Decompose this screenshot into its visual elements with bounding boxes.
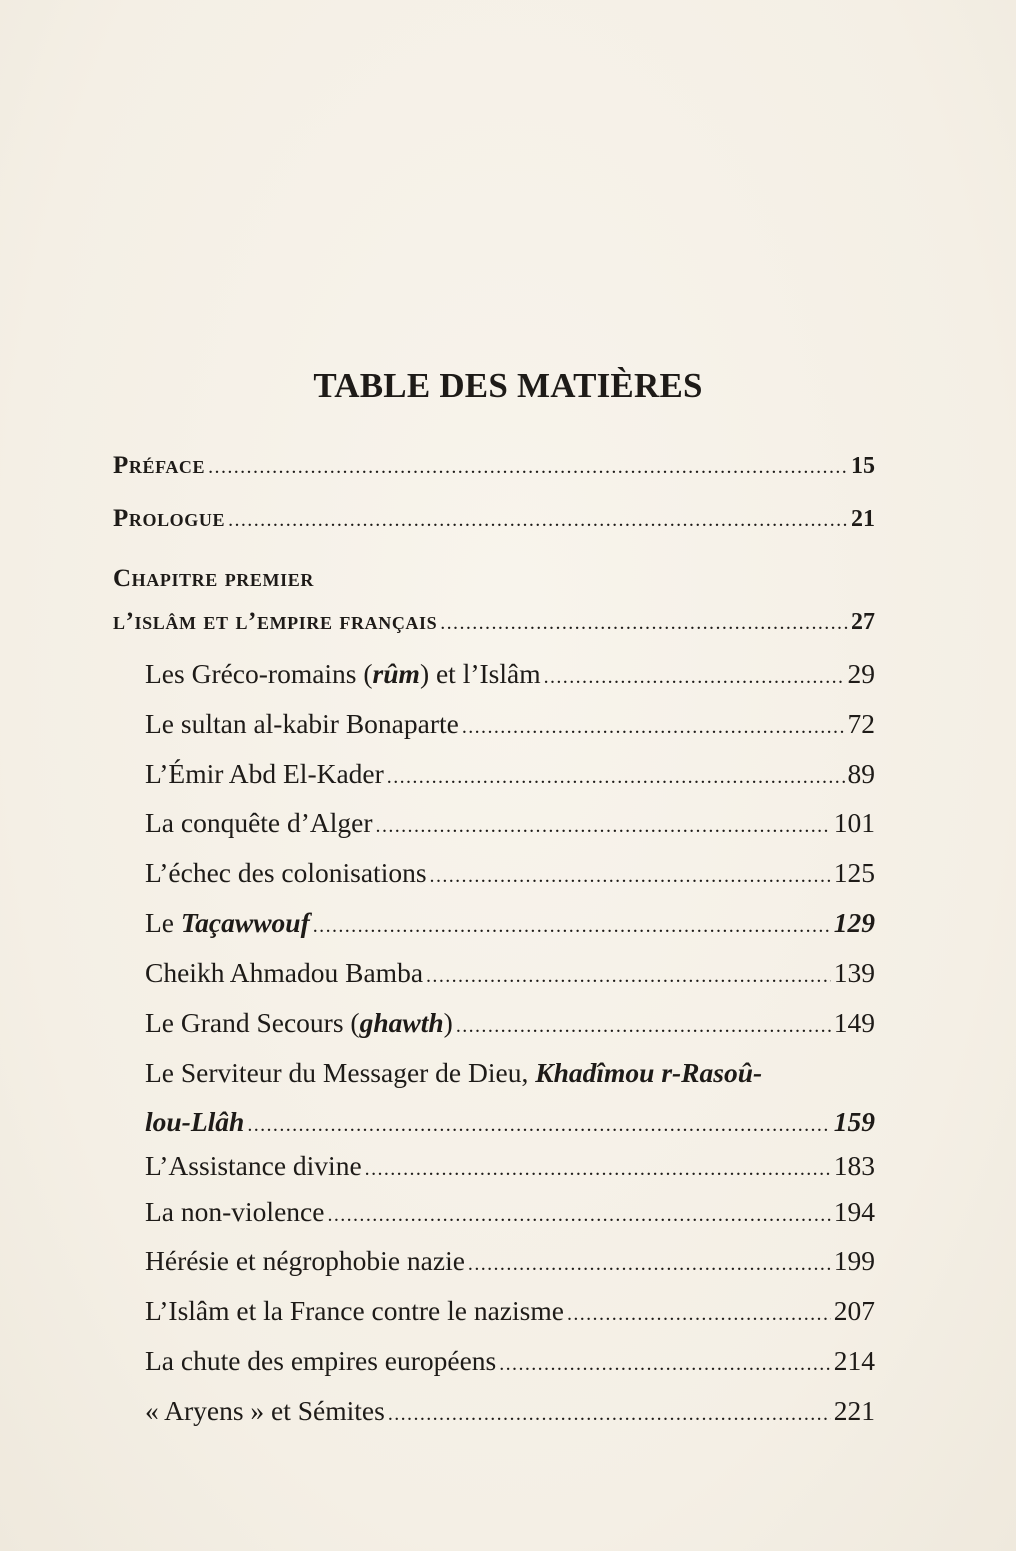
toc-page-number: 27 bbox=[851, 609, 875, 635]
chapter-subtitle: l’islâm et l’empire français bbox=[113, 608, 438, 635]
toc-page-number: 89 bbox=[847, 758, 875, 789]
toc-entry-label: Les Gréco-romains (rûm) et l’Islâm bbox=[145, 658, 541, 689]
toc-entry[interactable] bbox=[145, 855, 875, 894]
toc-entry[interactable] bbox=[145, 905, 875, 944]
toc-entry[interactable] bbox=[145, 1005, 875, 1044]
toc-entry-label: Hérésie et négrophobie nazie bbox=[145, 1245, 465, 1276]
toc-entry[interactable] bbox=[145, 656, 875, 695]
toc-entry-label: « Aryens » et Sémites bbox=[145, 1395, 385, 1426]
leader-dots bbox=[544, 659, 845, 695]
toc-page-number: 125 bbox=[833, 857, 875, 888]
leader-dots bbox=[440, 605, 848, 641]
page-title: TABLE DES MATIÈRES bbox=[313, 366, 703, 405]
leader-dots bbox=[313, 908, 831, 944]
toc-page-number: 21 bbox=[851, 506, 875, 532]
toc-entry[interactable] bbox=[145, 1194, 875, 1233]
toc-entry-label: L’Émir Abd El-Kader bbox=[145, 758, 384, 789]
toc-entry-label: Le Taçawwouf bbox=[145, 907, 310, 938]
toc-page-number: 101 bbox=[833, 807, 875, 838]
toc-page-number: 221 bbox=[833, 1395, 875, 1426]
toc-entry[interactable] bbox=[145, 1343, 875, 1382]
leader-dots bbox=[247, 1107, 830, 1143]
leader-dots bbox=[456, 1008, 831, 1044]
toc-page-number: 214 bbox=[833, 1345, 875, 1376]
toc-entry[interactable] bbox=[145, 1243, 875, 1282]
toc-entry-label: Le sultan al-kabir Bonaparte bbox=[145, 708, 459, 739]
toc-entry-label: La chute des empires européens bbox=[145, 1345, 497, 1376]
toc-page-number: 149 bbox=[833, 1007, 875, 1038]
leader-dots bbox=[567, 1296, 831, 1332]
leader-dots bbox=[462, 709, 845, 745]
toc-entry-label: Le Grand Secours (ghawth) bbox=[145, 1007, 453, 1038]
toc-entry-label: Prologue bbox=[113, 505, 226, 532]
toc-page-number: 129 bbox=[833, 907, 875, 938]
toc-entry[interactable] bbox=[145, 706, 875, 745]
leader-dots bbox=[228, 502, 848, 538]
toc-entry-label: L’Assistance divine bbox=[145, 1150, 362, 1181]
toc-entry-preface[interactable] bbox=[113, 448, 875, 485]
toc-page-number: 15 bbox=[851, 453, 875, 479]
leader-dots bbox=[208, 449, 848, 485]
leader-dots bbox=[365, 1151, 831, 1187]
toc-entry[interactable] bbox=[145, 756, 875, 795]
leader-dots bbox=[387, 759, 845, 795]
toc-entry[interactable] bbox=[145, 1148, 875, 1187]
toc-entry-chapter1[interactable] bbox=[113, 604, 875, 641]
toc-entry[interactable] bbox=[145, 805, 875, 844]
toc-page-number: 139 bbox=[833, 957, 875, 988]
toc-entry-label: L’échec des colonisations bbox=[145, 857, 427, 888]
toc-entry[interactable] bbox=[145, 1104, 875, 1143]
toc-entry-label: lou-Llâh bbox=[145, 1106, 245, 1137]
toc-entry-line1[interactable]: Le Serviteur du Messager de Dieu, Khadîmou r-Rasoû- bbox=[145, 1057, 763, 1088]
toc-entry[interactable] bbox=[145, 955, 875, 994]
toc-entry[interactable] bbox=[145, 1293, 875, 1332]
toc-page-number: 183 bbox=[833, 1150, 875, 1181]
toc-entry-label: La non-violence bbox=[145, 1196, 325, 1227]
toc-entry-label: Cheikh Ahmadou Bamba bbox=[145, 957, 424, 988]
toc-entry-label: La conquête d’Alger bbox=[145, 807, 373, 838]
toc-page-number: 72 bbox=[847, 708, 875, 739]
toc-page-number: 207 bbox=[833, 1295, 875, 1326]
toc-entry-label: L’Islâm et la France contre le nazisme bbox=[145, 1295, 564, 1326]
toc-page-number: 194 bbox=[833, 1196, 875, 1227]
leader-dots bbox=[327, 1197, 830, 1233]
leader-dots bbox=[376, 808, 831, 844]
leader-dots bbox=[426, 958, 831, 994]
chapter-heading: Chapitre premier bbox=[113, 565, 314, 592]
toc-entry-prologue[interactable] bbox=[113, 501, 875, 538]
toc-page-number: 199 bbox=[833, 1245, 875, 1276]
leader-dots bbox=[499, 1346, 831, 1382]
toc-entry-label: Préface bbox=[113, 452, 206, 479]
leader-dots bbox=[468, 1246, 831, 1282]
leader-dots bbox=[388, 1396, 831, 1432]
toc-page-number: 29 bbox=[847, 658, 875, 689]
leader-dots bbox=[430, 858, 831, 894]
toc-entry[interactable] bbox=[145, 1393, 875, 1432]
toc-page-number: 159 bbox=[833, 1106, 875, 1137]
